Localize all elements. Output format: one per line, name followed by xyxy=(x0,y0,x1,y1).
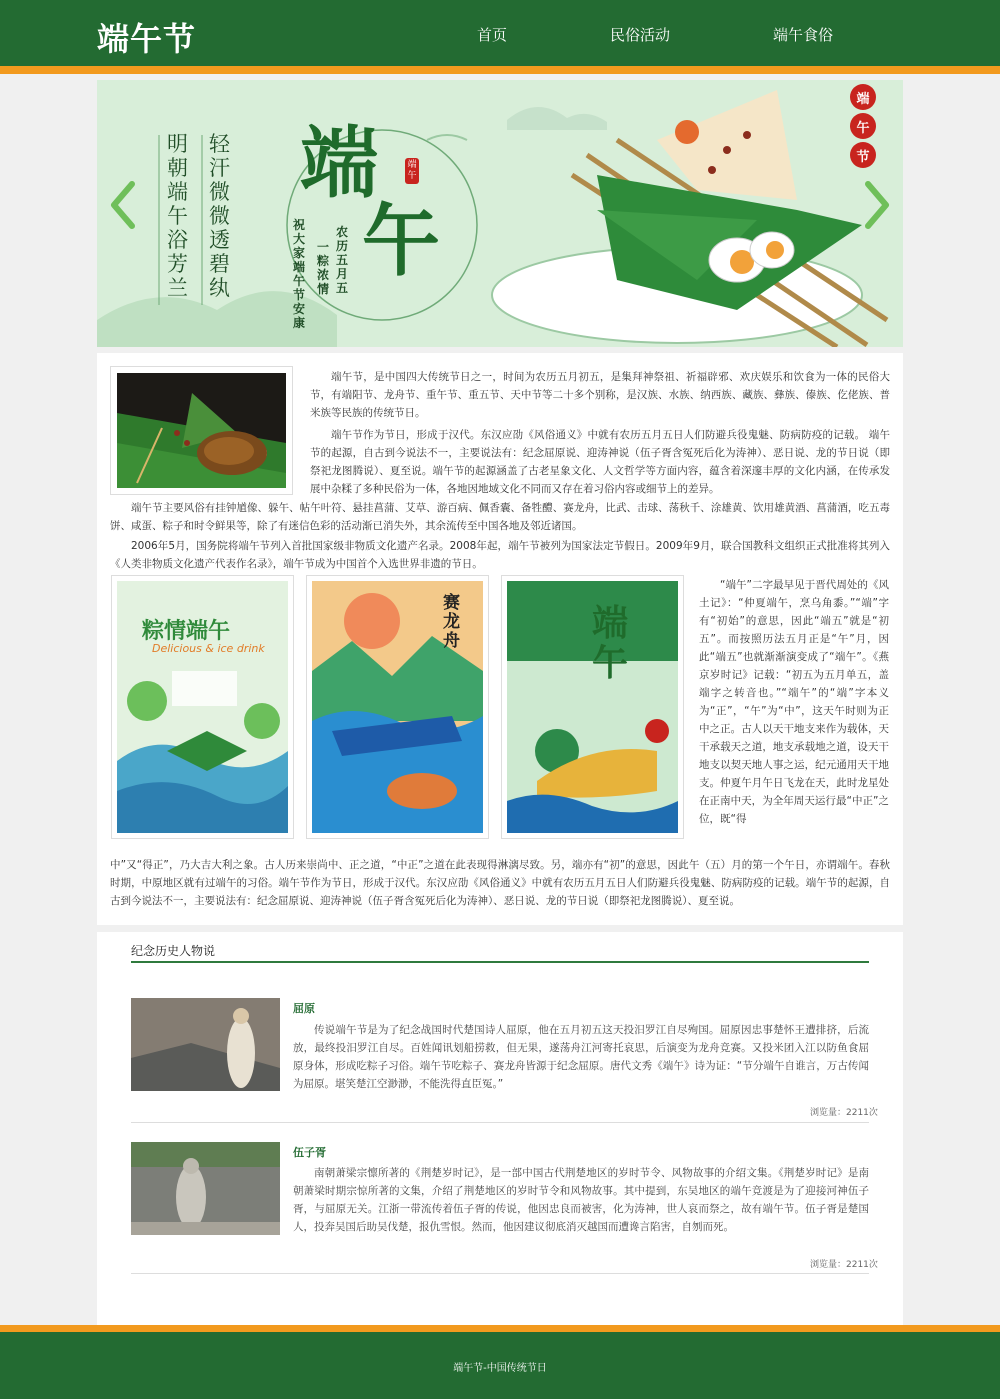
zongzi-photo-frame xyxy=(110,366,293,495)
banner-poem-col-2: 明朝端午浴芳兰 xyxy=(167,132,188,300)
banner-title-char-1: 端 xyxy=(300,118,379,209)
wu-zixu-name[interactable]: 伍子胥 xyxy=(293,1146,326,1159)
poster-2-frame xyxy=(306,575,489,839)
banner-wish-line: 祝大家端午节安康 xyxy=(293,218,306,330)
poster-3-title: 端午 xyxy=(592,603,629,684)
poster-1-title: 粽情端午 xyxy=(142,619,231,644)
qu-yuan-view-count: 浏览量：2211次 xyxy=(810,1108,878,1118)
wu-zixu-image[interactable] xyxy=(131,1142,280,1235)
article-paragraph-2: 端午节作为节日，形成于汉代。东汉应劭《风俗通义》中就有农历五月五日人们防避兵役鬼魅、防病防疫的记载。 端午节的起源，自古到今说法不一，主要说法有：纪念屈原说、迎涛神说（伍子胥含冤死后化为涛神）、恶日说、龙的节日说（即祭祀龙图腾说）、夏至说。端午节的起源涵盖了古老星象文化、人文哲学等方面内容，蕴含着深邃丰厚的文化内涵，在传承发展中杂糅了多种民俗为一体，各地因地域文化不同而又存在着习俗内容或细节上的差异。 xyxy=(310,429,890,495)
site-logo[interactable]: 端午节 xyxy=(97,20,197,58)
article-paragraph-5b: 中”又“得正”，乃大吉大利之象。古人历来崇尚中、正之道，“中正”之道在此表现得淋漓尽致。另，端亦有“初”的意思，因此午（五）月的第一个午日，亦谓端午。春秋时期，中原地区就有过端午的习俗。端午节作为节日，形成于汉代。东汉应劭《风俗通义》中就有农历五月五日人们防避兵役鬼魅、防病防疫的记载。端午节的起源，自古到今说法不一，主要说法有：纪念屈原说、迎涛神说（伍子胥含冤死后化为涛神）、恶日说、龙的节日说（即祭祀龙图腾说）、夏至说。 xyxy=(110,859,890,907)
list-divider xyxy=(131,1122,869,1123)
corner-badge-char-3: 节 xyxy=(856,150,870,165)
section-title: 纪念历史人物说 xyxy=(131,944,216,958)
article-paragraph-4: 2006年5月，国务院将端午节列入首批国家级非物质文化遗产名录。2008年起，端午节被列为国家法定节假日。2009年9月，联合国教科文组织正式批准将其列入《人类非物质文化遗产代表作名录》，端午节成为中国首个入选世界非遗的节日。 xyxy=(110,540,890,570)
chevron-right-icon[interactable] xyxy=(862,180,892,230)
historical-figures-section xyxy=(97,932,903,1325)
qu-yuan-image[interactable] xyxy=(131,998,280,1091)
footer-accent-stripe xyxy=(0,1325,1000,1332)
poster-2-title: 赛龙舟 xyxy=(443,593,460,651)
list-divider xyxy=(131,1273,869,1274)
nav-item-folk-activities[interactable]: 民俗活动 xyxy=(610,26,671,44)
poster-1-frame xyxy=(111,575,294,839)
article-paragraph-5a: “端午”二字最早见于晋代周处的《风土记》：“仲夏端午，烹乌角黍。”“端”字有“初始”的意思，因此“端五”就是“初五”。而按照历法五月正是“午”月，因此“端五”也就渐渐演变成了“端午”。《燕京岁时记》记载：“初五为五月单五，盖端字之转音也。”“端午”的“端”字本义为“正”，“午”为“中”，这天午时则为正中之正。古人以天干地支来作为载体，天干承载天之道，地支承载地之道，设天干地支以契天地人事之运，纪元通用天干地支。仲夏午月午日飞龙在天，此时龙星处在正南中天，为全年周天运行最“中正”之位，既“得 xyxy=(699,579,889,825)
banner-seal: 端午 xyxy=(407,160,417,181)
article-paragraph-3: 端午节主要风俗有挂钟馗像、躲午、帖午叶符、悬挂菖蒲、艾草、游百病、佩香囊、备牲醴、赛龙舟，比武、击球、荡秋千、涂雄黄、饮用雄黄酒、菖蒲酒，吃五毒饼、咸蛋、粽子和时令鲜果等，除了有迷信色彩的活动渐已消失外，其余流传至中国各地及邻近诸国。 xyxy=(110,502,890,532)
qu-yuan-name[interactable]: 屈原 xyxy=(293,1002,315,1015)
footer-text: 端午节-中国传统节日 xyxy=(453,1363,547,1374)
section-title-underline xyxy=(131,961,869,963)
banner-title-char-2: 午 xyxy=(362,196,441,287)
poster-1-subtitle: Delicious & ice drink xyxy=(152,642,265,655)
corner-badge-char-1: 端 xyxy=(856,92,870,107)
poster-3-frame xyxy=(501,575,684,839)
banner-date-line: 农历五月五 xyxy=(336,225,349,295)
article-panel xyxy=(97,353,903,925)
site-footer xyxy=(0,1332,1000,1399)
qu-yuan-description: 传说端午节是为了纪念战国时代楚国诗人屈原，他在五月初五这天投汨罗江自尽殉国。屈原因忠事楚怀王遭排挤，后流放，最终投汨罗江自尽。百姓闻讯划船捞救，但无果，遂荡舟江河寄托哀思，后演变为龙舟竞赛。又投米团入江以防鱼食屈原身体，形成吃粽子习俗。端午节吃粽子、赛龙舟皆源于纪念屈原。唐代文秀《端午》诗为证：“节分端午自谁言，万古传闻为屈原。堪笑楚江空渺渺，不能洗得直臣冤。” xyxy=(293,1024,869,1090)
hero-banner xyxy=(97,80,903,347)
zongzi-photo xyxy=(117,373,286,488)
wu-zixu-view-count: 浏览量：2211次 xyxy=(810,1260,878,1270)
banner-cloud-mountain xyxy=(507,107,607,130)
header-accent-stripe xyxy=(0,66,1000,74)
article-paragraph-1: 端午节，是中国四大传统节日之一，时间为农历五月初五，是集拜神祭祖、祈福辟邪、欢庆娱乐和饮食为一体的民俗大节，有端阳节、龙舟节、重午节、重五节、天中节等二十多个别称，是汉族、水族、纳西族、藏族、彝族、傣族、仡佬族、普米族等民族的传统节日。 xyxy=(310,371,890,419)
nav-item-food-customs[interactable]: 端午食俗 xyxy=(773,26,834,44)
site-header xyxy=(0,0,1000,66)
wu-zixu-description: 南朝萧梁宗懔所著的《荆楚岁时记》，是一部中国古代荆楚地区的岁时节令、风物故事的介绍文集。《荆楚岁时记》是南朝萧梁时期宗惊所著的文集，介绍了荆楚地区的岁时节令和风物故事。其中提到，东吴地区的端午竞渡是为了迎接河神伍子胥，与屈原无关。江浙一带流传着伍子胥的传说，他因忠良而被害，化为涛神，世人哀而祭之，故有端午节。伍子胥是楚国人，投奔吴国后助吴伐楚，报仇雪恨。然而，他因建议彻底消灭越国而遭谗言陷害，自刎而死。 xyxy=(293,1167,869,1233)
banner-poem-col-1: 轻汗微微透碧纨 xyxy=(209,132,230,300)
corner-badge-char-2: 午 xyxy=(856,121,870,136)
banner-sub-line: 一粽浓情 xyxy=(317,240,330,296)
chevron-left-icon[interactable] xyxy=(108,180,138,230)
nav-item-home[interactable]: 首页 xyxy=(477,26,508,44)
